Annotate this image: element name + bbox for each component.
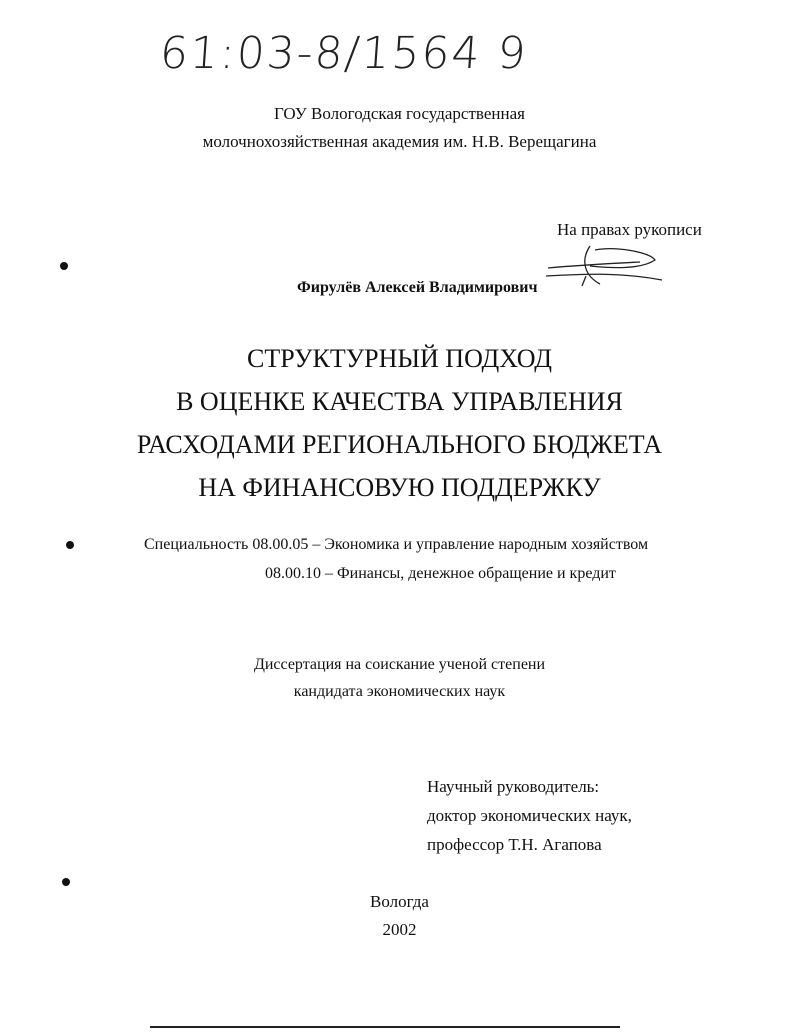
scan-mark <box>60 262 68 270</box>
supervisor-block <box>427 772 632 859</box>
year: 2002 <box>382 920 417 939</box>
dissertation-title <box>0 337 799 509</box>
scan-mark <box>62 878 70 886</box>
rights-note: На правах рукописи <box>557 220 702 239</box>
degree-line-2: кандидата экономических наук <box>293 683 506 700</box>
title-line-1: СТРУКТУРНЫЙ ПОДХОД <box>247 344 552 373</box>
place-and-year <box>0 888 799 944</box>
specialty-line-2: 08.00.10 – Финансы, денежное обращение и кредит <box>265 565 616 582</box>
institution-line-2: молочнохозяйственная академия им. Н.В. Верещагина <box>202 132 597 151</box>
archive-stamp: 61:03-8/1564 9 <box>158 28 530 79</box>
supervisor-line-1: Научный руководитель: <box>427 777 600 796</box>
scan-edge-line <box>150 1026 620 1028</box>
specialty-line-1: Специальность 08.00.05 – Экономика и управление народным хозяйством <box>144 536 649 553</box>
degree-line-1: Диссертация на соискание ученой степени <box>253 656 546 673</box>
supervisor-line-2: доктор экономических наук, <box>427 806 632 825</box>
signature-icon <box>540 236 670 296</box>
title-line-2: В ОЦЕНКЕ КАЧЕСТВА УПРАВЛЕНИЯ <box>176 387 623 416</box>
city: Вологда <box>370 892 429 911</box>
title-line-4: НА ФИНАНСОВУЮ ПОДДЕРЖКУ <box>198 473 601 502</box>
dissertation-degree <box>0 651 799 705</box>
title-line-3: РАСХОДАМИ РЕГИОНАЛЬНОГО БЮДЖЕТА <box>136 430 663 459</box>
institution-line-1: ГОУ Вологодская государственная <box>274 104 525 123</box>
supervisor-line-3: профессор Т.Н. Агапова <box>427 835 602 854</box>
scan-mark <box>66 541 74 549</box>
author-name: Фирулёв Алексей Владимирович <box>297 279 538 296</box>
